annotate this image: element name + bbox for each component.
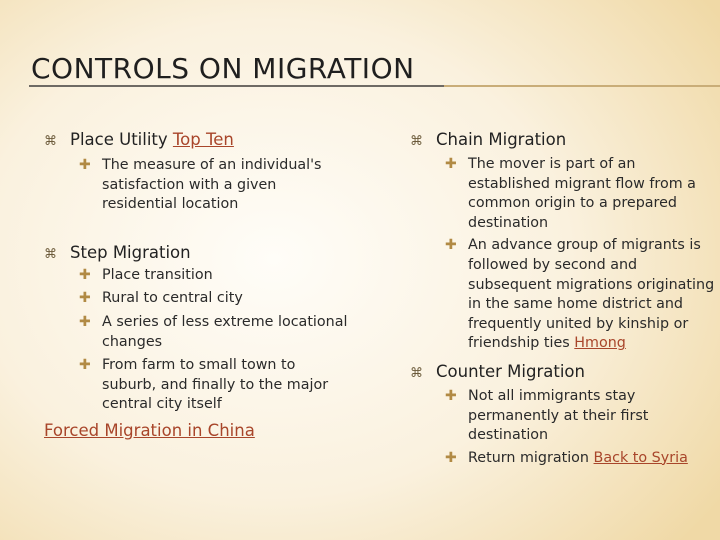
- scroll-bullet-icon: ⌘: [410, 134, 423, 149]
- plus-bullet-icon: ✚: [79, 266, 91, 283]
- plus-bullet-icon: ✚: [445, 237, 457, 254]
- scroll-bullet-icon: ⌘: [44, 134, 57, 149]
- list-item: [44, 356, 354, 415]
- scroll-bullet-icon: ⌘: [44, 246, 57, 262]
- title-underline: [29, 85, 720, 87]
- list-item-text: Return migration: [468, 449, 594, 466]
- list-item: [44, 156, 354, 215]
- list-item-text: The mover is part of an established migrant flow from a common origin to a prepared destination: [468, 156, 696, 231]
- slide-title: CONTROLS ON MIGRATION: [31, 52, 415, 85]
- list-item-text: An advance group of migrants is followed by second and subsequent migrations originating in the same home district and frequently united by kinship or friendship ties: [468, 237, 715, 352]
- list-item-text: Place transition: [102, 266, 213, 283]
- list-item: [44, 289, 354, 309]
- counter-migration-heading: [410, 362, 716, 382]
- list-item-text: From farm to small town to suburb, and finally to the major central city itself: [102, 357, 329, 413]
- chain-migration-heading: [410, 130, 716, 150]
- plus-bullet-icon: ✚: [79, 157, 91, 173]
- place-utility-heading: [44, 130, 354, 150]
- scroll-bullet-icon: ⌘: [410, 365, 423, 381]
- list-item-text: A series of less extreme locational changes: [102, 313, 348, 350]
- back-to-syria-link[interactable]: Back to Syria: [593, 449, 688, 466]
- list-item: [410, 449, 716, 469]
- forced-migration-link[interactable]: Forced Migration in China: [44, 420, 255, 440]
- list-item: [410, 155, 716, 233]
- plus-bullet-icon: ✚: [445, 449, 457, 466]
- list-item: [410, 387, 716, 446]
- step-migration-heading: [44, 243, 354, 263]
- right-column: [410, 130, 716, 468]
- chain-migration-label: Chain Migration: [436, 130, 567, 149]
- plus-bullet-icon: ✚: [79, 290, 91, 307]
- list-item-text: Rural to central city: [102, 290, 243, 307]
- list-item: [410, 236, 716, 354]
- step-migration-label: Step Migration: [70, 242, 191, 262]
- place-utility-label: Place Utility: [70, 130, 173, 149]
- list-item: [44, 313, 354, 352]
- plus-bullet-icon: ✚: [79, 313, 91, 330]
- forced-migration-row: [44, 421, 354, 441]
- list-item-text: The measure of an individual's satisfaction with a given residential location: [102, 157, 322, 213]
- left-column: [44, 130, 354, 441]
- plus-bullet-icon: ✚: [79, 357, 91, 374]
- counter-migration-label: Counter Migration: [436, 361, 585, 381]
- list-item: [44, 266, 354, 286]
- top-ten-link[interactable]: Top Ten: [172, 130, 234, 149]
- list-item-text: Not all immigrants stay permanently at their first destination: [468, 387, 649, 444]
- hmong-link[interactable]: Hmong: [574, 335, 626, 352]
- plus-bullet-icon: ✚: [445, 156, 457, 172]
- plus-bullet-icon: ✚: [445, 387, 457, 404]
